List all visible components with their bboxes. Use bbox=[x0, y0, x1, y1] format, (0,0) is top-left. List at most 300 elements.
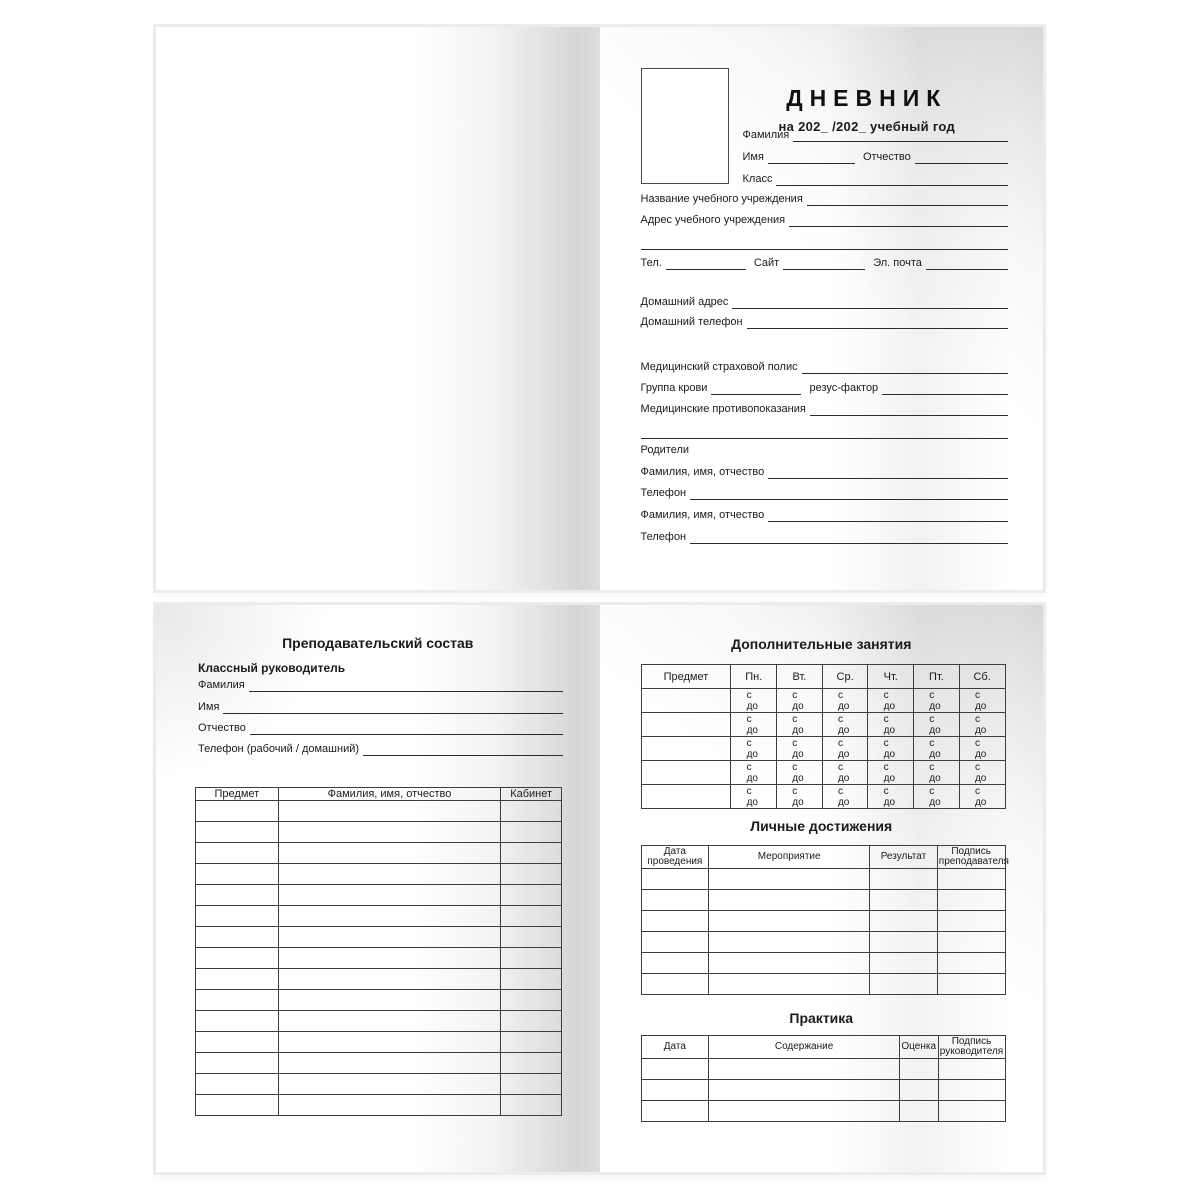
from-label: с bbox=[746, 713, 752, 725]
table-row bbox=[196, 927, 562, 948]
result-header: Результат bbox=[870, 846, 938, 869]
empty-cell bbox=[501, 1095, 562, 1116]
surname-label: Фамилия bbox=[742, 129, 790, 141]
grade-label: Класс bbox=[742, 173, 773, 185]
extras-page bbox=[600, 605, 1044, 1172]
empty-cell bbox=[870, 974, 938, 995]
additional-classes-table bbox=[641, 664, 1006, 809]
home-address-field bbox=[641, 295, 1009, 309]
med-contra-label: Медицинские противопоказания bbox=[640, 403, 806, 415]
thursday-header: Чт. bbox=[868, 665, 914, 689]
blank-line bbox=[690, 499, 1008, 500]
to-label: до bbox=[883, 772, 896, 784]
from-label: с bbox=[792, 737, 798, 749]
table-row bbox=[196, 969, 562, 990]
class-teacher-label: Классный руководитель bbox=[198, 661, 346, 675]
to-label: до bbox=[883, 700, 896, 712]
empty-cell bbox=[641, 1101, 709, 1122]
to-label: до bbox=[974, 724, 987, 736]
from-label: с bbox=[883, 737, 889, 749]
parent-phone-field bbox=[641, 530, 1009, 544]
empty-cell bbox=[709, 1080, 900, 1101]
empty-cell bbox=[278, 948, 501, 969]
from-label: с bbox=[974, 737, 980, 749]
to-label: до bbox=[746, 796, 758, 808]
to-label: до bbox=[883, 724, 896, 736]
empty-cell bbox=[938, 1080, 1005, 1101]
to-label: до bbox=[929, 700, 941, 712]
blood-group-field bbox=[641, 381, 1009, 395]
empty-cell bbox=[709, 1101, 900, 1122]
blank-line bbox=[249, 691, 563, 692]
school-address-field bbox=[641, 213, 1009, 227]
empty-cell bbox=[196, 948, 279, 969]
table-row bbox=[641, 869, 1005, 890]
from-label: с bbox=[974, 689, 980, 701]
empty-cell bbox=[196, 801, 279, 822]
blank-line bbox=[810, 415, 1008, 416]
empty-cell bbox=[278, 1095, 501, 1116]
from-label: с bbox=[792, 785, 798, 797]
from-label: с bbox=[974, 761, 980, 773]
monday-header: Пн. bbox=[731, 665, 777, 689]
table-row bbox=[641, 1080, 1005, 1101]
empty-cell bbox=[641, 785, 731, 809]
practice-table-header bbox=[641, 1036, 1005, 1059]
table-row bbox=[196, 822, 562, 843]
table-row bbox=[196, 801, 562, 822]
time-slot-cell bbox=[822, 785, 868, 809]
table-row bbox=[641, 785, 1005, 809]
to-label: до bbox=[929, 724, 941, 736]
phone-label: Телефон (рабочий / домашний) bbox=[198, 743, 360, 755]
subject-header: Предмет bbox=[641, 665, 731, 689]
event-header: Мероприятие bbox=[709, 846, 870, 869]
blank-line bbox=[926, 269, 1008, 270]
time-slot-cell bbox=[914, 737, 960, 761]
to-label: до bbox=[929, 772, 941, 784]
from-label: с bbox=[837, 761, 843, 773]
from-label: с bbox=[746, 761, 752, 773]
blank-line bbox=[882, 394, 1008, 395]
empty-cell bbox=[709, 911, 870, 932]
table-row bbox=[196, 1053, 562, 1074]
empty-cell bbox=[641, 911, 709, 932]
email-label: Эл. почта bbox=[873, 257, 922, 269]
empty-cell bbox=[501, 1053, 562, 1074]
blank-line bbox=[250, 734, 563, 735]
teachers-table bbox=[195, 787, 562, 1116]
table-row bbox=[641, 890, 1005, 911]
blank-line bbox=[747, 328, 1008, 329]
time-slot-cell bbox=[868, 737, 914, 761]
achievements-table bbox=[641, 845, 1009, 995]
content-header: Содержание bbox=[709, 1036, 900, 1059]
time-slot-cell bbox=[777, 689, 823, 713]
to-label: до bbox=[883, 748, 896, 760]
table-row bbox=[641, 713, 1005, 737]
blank-line bbox=[768, 478, 1008, 479]
blank-line bbox=[789, 226, 1008, 227]
practice-table bbox=[641, 1035, 1006, 1122]
to-label: до bbox=[792, 724, 804, 736]
table-row bbox=[196, 885, 562, 906]
empty-cell bbox=[501, 822, 562, 843]
grade-field bbox=[743, 172, 1009, 186]
friday-header: Пт. bbox=[914, 665, 960, 689]
empty-cell bbox=[641, 1080, 709, 1101]
firstname-patronymic-field bbox=[743, 150, 1009, 164]
empty-cell bbox=[709, 890, 870, 911]
grade-header: Оценка bbox=[899, 1036, 938, 1059]
time-slot-cell bbox=[777, 737, 823, 761]
empty-cell bbox=[899, 1101, 938, 1122]
saturday-header: Сб. bbox=[959, 665, 1005, 689]
signature-header: Подпись преподавателя bbox=[938, 846, 1009, 867]
empty-cell bbox=[278, 1032, 501, 1053]
empty-cell bbox=[196, 969, 279, 990]
time-slot-cell bbox=[959, 761, 1005, 785]
empty-cell bbox=[196, 1032, 279, 1053]
blank-line bbox=[793, 141, 1008, 142]
empty-cell bbox=[870, 953, 938, 974]
from-label: с bbox=[792, 761, 798, 773]
table-row bbox=[196, 1032, 562, 1053]
med-policy-field bbox=[641, 360, 1009, 374]
blank-line bbox=[732, 308, 1008, 309]
to-label: до bbox=[929, 796, 941, 808]
empty-cell bbox=[709, 974, 870, 995]
to-label: до bbox=[837, 796, 850, 808]
parents-label: Родители bbox=[640, 444, 690, 456]
time-slot-cell bbox=[914, 713, 960, 737]
empty-cell bbox=[937, 974, 1005, 995]
teachers-page bbox=[156, 605, 600, 1172]
table-row bbox=[641, 953, 1005, 974]
surname-label: Фамилия bbox=[198, 679, 245, 691]
teacher-surname-field bbox=[198, 678, 563, 692]
table-row bbox=[641, 974, 1005, 995]
parent-fio-label: Фамилия, имя, отчество bbox=[640, 509, 765, 521]
empty-cell bbox=[501, 1074, 562, 1095]
time-slot-cell bbox=[822, 737, 868, 761]
empty-cell bbox=[937, 911, 1005, 932]
from-label: с bbox=[974, 785, 980, 797]
parent-phone-field bbox=[641, 486, 1009, 500]
to-label: до bbox=[792, 700, 804, 712]
time-slot-cell bbox=[777, 761, 823, 785]
empty-cell bbox=[278, 864, 501, 885]
from-label: с bbox=[746, 785, 752, 797]
empty-cell bbox=[501, 864, 562, 885]
empty-cell bbox=[938, 1059, 1005, 1080]
additional-table-header bbox=[641, 665, 1005, 689]
to-label: до bbox=[837, 700, 850, 712]
continuation-field bbox=[641, 236, 1009, 250]
to-label: до bbox=[974, 772, 987, 784]
table-row bbox=[641, 761, 1005, 785]
to-label: до bbox=[974, 796, 987, 808]
empty-cell bbox=[278, 927, 501, 948]
blank-line bbox=[915, 163, 1008, 164]
to-label: до bbox=[792, 796, 804, 808]
empty-cell bbox=[501, 948, 562, 969]
from-label: с bbox=[837, 689, 843, 701]
empty-cell bbox=[709, 953, 870, 974]
firstname-label: Имя bbox=[742, 151, 764, 163]
empty-cell bbox=[870, 932, 938, 953]
tuesday-header: Вт. bbox=[777, 665, 823, 689]
blank-line bbox=[807, 205, 1008, 206]
from-label: с bbox=[929, 713, 935, 725]
home-phone-label: Домашний телефон bbox=[640, 316, 743, 328]
patronymic-label: Отчество bbox=[862, 151, 911, 163]
empty-cell bbox=[196, 822, 279, 843]
to-label: до bbox=[837, 724, 850, 736]
blank-line bbox=[768, 163, 855, 164]
achievements-title: Личные достижения bbox=[750, 818, 893, 834]
blank-line bbox=[223, 713, 562, 714]
to-label: до bbox=[929, 748, 941, 760]
achievements-table-header bbox=[641, 846, 1005, 869]
photo-box bbox=[641, 68, 729, 184]
empty-cell bbox=[641, 953, 709, 974]
from-label: с bbox=[746, 737, 752, 749]
empty-cell bbox=[278, 822, 501, 843]
table-row bbox=[641, 1101, 1005, 1122]
fio-header: Фамилия, имя, отчество bbox=[278, 788, 501, 801]
parents-heading bbox=[641, 443, 1009, 457]
empty-cell bbox=[709, 869, 870, 890]
from-label: с bbox=[883, 785, 889, 797]
empty-cell bbox=[501, 1011, 562, 1032]
tel-label: Тел. bbox=[640, 257, 662, 269]
empty-cell bbox=[196, 927, 279, 948]
blood-group-label: Группа крови bbox=[640, 382, 708, 394]
table-row bbox=[196, 906, 562, 927]
empty-cell bbox=[641, 869, 709, 890]
empty-cell bbox=[938, 1101, 1005, 1122]
time-slot-cell bbox=[868, 689, 914, 713]
empty-cell bbox=[196, 990, 279, 1011]
school-address-label: Адрес учебного учреждения bbox=[640, 214, 786, 226]
time-slot-cell bbox=[731, 689, 777, 713]
time-slot-cell bbox=[822, 689, 868, 713]
page-title: ДНЕВНИК bbox=[786, 85, 948, 111]
from-label: с bbox=[837, 785, 843, 797]
to-label: до bbox=[792, 748, 804, 760]
from-label: с bbox=[746, 689, 752, 701]
to-label: до bbox=[746, 700, 758, 712]
blank-line bbox=[776, 185, 1008, 186]
from-label: с bbox=[883, 689, 889, 701]
blank-line bbox=[666, 269, 746, 270]
parent-phone-label: Телефон bbox=[640, 531, 687, 543]
blank-line bbox=[802, 373, 1008, 374]
table-row bbox=[196, 1074, 562, 1095]
to-label: до bbox=[792, 772, 804, 784]
date-header: Дата bbox=[641, 1036, 709, 1059]
from-label: с bbox=[837, 713, 843, 725]
date-header: Дата проведения bbox=[641, 846, 709, 869]
to-label: до bbox=[837, 772, 850, 784]
empty-cell bbox=[196, 864, 279, 885]
signature-header: Подпись руководителя bbox=[939, 1036, 1004, 1057]
empty-cell bbox=[641, 1059, 709, 1080]
to-label: до bbox=[974, 700, 987, 712]
teacher-phone-field bbox=[198, 742, 563, 756]
tel-site-email-field bbox=[641, 256, 1009, 270]
med-contra-field bbox=[641, 402, 1009, 416]
empty-cell bbox=[196, 1095, 279, 1116]
empty-cell bbox=[278, 801, 501, 822]
time-slot-cell bbox=[914, 785, 960, 809]
table-row bbox=[641, 737, 1005, 761]
empty-cell bbox=[641, 974, 709, 995]
from-label: с bbox=[792, 713, 798, 725]
continuation-field bbox=[641, 425, 1009, 439]
empty-cell bbox=[641, 689, 731, 713]
parent-fio-field bbox=[641, 508, 1009, 522]
empty-cell bbox=[278, 843, 501, 864]
time-slot-cell bbox=[868, 785, 914, 809]
time-slot-cell bbox=[777, 713, 823, 737]
time-slot-cell bbox=[822, 761, 868, 785]
empty-cell bbox=[278, 906, 501, 927]
empty-cell bbox=[937, 953, 1005, 974]
empty-cell bbox=[196, 885, 279, 906]
empty-cell bbox=[196, 906, 279, 927]
teacher-patronymic-field bbox=[198, 721, 563, 735]
room-header: Кабинет bbox=[501, 788, 562, 801]
blank-line bbox=[783, 269, 865, 270]
to-label: до bbox=[746, 724, 758, 736]
empty-cell bbox=[196, 843, 279, 864]
empty-cell bbox=[196, 1053, 279, 1074]
time-slot-cell bbox=[959, 713, 1005, 737]
teachers-table-header bbox=[196, 788, 562, 801]
empty-cell bbox=[501, 843, 562, 864]
empty-cell bbox=[870, 869, 938, 890]
empty-cell bbox=[501, 906, 562, 927]
time-slot-cell bbox=[731, 785, 777, 809]
parent-fio-label: Фамилия, имя, отчество bbox=[640, 466, 765, 478]
top-spread bbox=[156, 27, 1043, 590]
blank-line bbox=[768, 521, 1008, 522]
from-label: с bbox=[837, 737, 843, 749]
empty-cell bbox=[501, 885, 562, 906]
table-row bbox=[196, 990, 562, 1011]
empty-cell bbox=[501, 969, 562, 990]
teacher-firstname-field bbox=[198, 700, 563, 714]
practice-title: Практика bbox=[789, 1010, 854, 1026]
empty-cell bbox=[870, 911, 938, 932]
empty-cell bbox=[501, 990, 562, 1011]
empty-cell bbox=[641, 932, 709, 953]
surname-field bbox=[743, 128, 1009, 142]
time-slot-cell bbox=[868, 761, 914, 785]
table-row bbox=[641, 689, 1005, 713]
time-slot-cell bbox=[731, 713, 777, 737]
subject-header: Предмет bbox=[196, 788, 279, 801]
from-label: с bbox=[883, 761, 889, 773]
from-label: с bbox=[883, 713, 889, 725]
time-slot-cell bbox=[959, 737, 1005, 761]
to-label: до bbox=[746, 772, 758, 784]
time-slot-cell bbox=[822, 713, 868, 737]
from-label: с bbox=[929, 761, 935, 773]
from-label: с bbox=[929, 689, 935, 701]
empty-cell bbox=[278, 990, 501, 1011]
additional-title: Дополнительные занятия bbox=[731, 636, 912, 652]
blank-line bbox=[690, 543, 1008, 544]
empty-cell bbox=[709, 932, 870, 953]
empty-cell bbox=[937, 890, 1005, 911]
empty-cell bbox=[870, 890, 938, 911]
blank-line bbox=[641, 438, 1009, 439]
time-slot-cell bbox=[731, 761, 777, 785]
empty-cell bbox=[641, 761, 731, 785]
blank-line bbox=[711, 394, 801, 395]
table-row bbox=[196, 948, 562, 969]
empty-cell bbox=[278, 1053, 501, 1074]
title-page bbox=[600, 27, 1044, 590]
site-label: Сайт bbox=[753, 257, 780, 269]
empty-cell bbox=[501, 801, 562, 822]
to-label: до bbox=[974, 748, 987, 760]
blank-line bbox=[363, 755, 562, 756]
parent-phone-label: Телефон bbox=[640, 487, 687, 499]
page-subtitle: на 202_ /202_ учебный год bbox=[778, 119, 956, 134]
wednesday-header: Ср. bbox=[822, 665, 868, 689]
table-row bbox=[641, 932, 1005, 953]
table-row bbox=[196, 843, 562, 864]
empty-cell bbox=[641, 713, 731, 737]
table-row bbox=[641, 1059, 1005, 1080]
time-slot-cell bbox=[868, 713, 914, 737]
firstname-label: Имя bbox=[198, 701, 220, 713]
empty-cell bbox=[196, 1011, 279, 1032]
empty-cell bbox=[278, 969, 501, 990]
time-slot-cell bbox=[914, 689, 960, 713]
blank-page bbox=[156, 27, 600, 590]
home-address-label: Домашний адрес bbox=[640, 296, 729, 308]
from-label: с bbox=[792, 689, 798, 701]
from-label: с bbox=[929, 785, 935, 797]
empty-cell bbox=[937, 869, 1005, 890]
from-label: с bbox=[974, 713, 980, 725]
time-slot-cell bbox=[914, 761, 960, 785]
blank-line bbox=[641, 249, 1009, 250]
table-row bbox=[641, 911, 1005, 932]
bottom-spread bbox=[156, 605, 1043, 1172]
empty-cell bbox=[641, 890, 709, 911]
table-row bbox=[196, 1095, 562, 1116]
empty-cell bbox=[501, 1032, 562, 1053]
empty-cell bbox=[278, 1074, 501, 1095]
patronymic-label: Отчество bbox=[198, 722, 246, 734]
time-slot-cell bbox=[731, 737, 777, 761]
time-slot-cell bbox=[959, 785, 1005, 809]
empty-cell bbox=[278, 1011, 501, 1032]
empty-cell bbox=[641, 737, 731, 761]
empty-cell bbox=[899, 1059, 938, 1080]
time-slot-cell bbox=[777, 785, 823, 809]
to-label: до bbox=[883, 796, 896, 808]
empty-cell bbox=[899, 1080, 938, 1101]
from-label: с bbox=[929, 737, 935, 749]
empty-cell bbox=[278, 885, 501, 906]
